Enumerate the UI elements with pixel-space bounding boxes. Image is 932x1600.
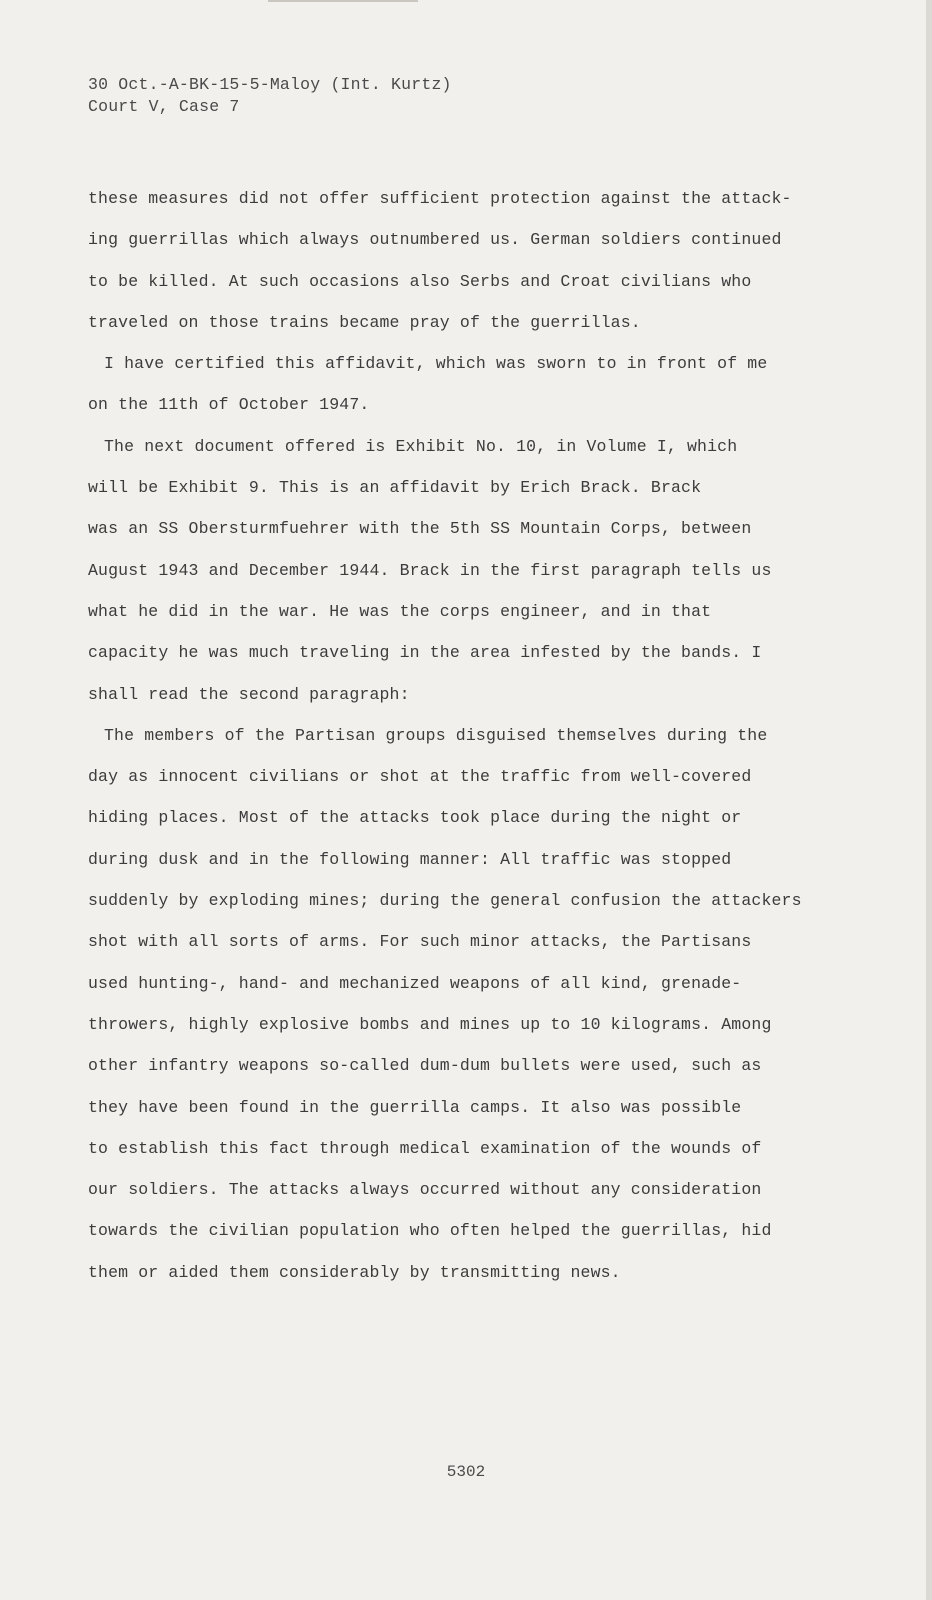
body-line: August 1943 and December 1944. Brack in the first paragraph tells us [88,560,772,580]
body-line: other infantry weapons so-called dum-dum bullets were used, such as [88,1056,762,1076]
header-case-reference: 30 Oct.-A-BK-15-5-Maloy (Int. Kurtz) [88,75,452,94]
body-line: I have certified this affidavit, which was sworn to in front of me [104,354,768,374]
body-line: to be killed. At such occasions also Serbs and Croat civilians who [88,271,752,291]
body-line: capacity he was much traveling in the area infested by the bands. I [88,643,762,663]
body-line: what he did in the war. He was the corps engineer, and in that [88,601,712,621]
document-header [88,74,452,118]
body-line: traveled on those trains became pray of the guerrillas. [88,312,641,332]
body-line: they have been found in the guerrilla camps. It also was possible [88,1097,742,1117]
body-line: day as innocent civilians or shot at the traffic from well-covered [88,767,752,787]
body-line: used hunting-, hand- and mechanized weapons of all kind, grenade- [88,973,742,993]
body-line: The next document offered is Exhibit No. 10, in Volume I, which [104,436,738,456]
body-line: them or aided them considerably by transmitting news. [88,1262,621,1282]
body-line: towards the civilian population who often helped the guerrillas, hid [88,1221,772,1241]
body-line: our soldiers. The attacks always occurred without any consideration [88,1180,762,1200]
scan-top-mark [268,0,418,2]
body-line: shall read the second paragraph: [88,684,410,704]
body-line: hiding places. Most of the attacks took place during the night or [88,808,742,828]
body-line: shot with all sorts of arms. For such minor attacks, the Partisans [88,932,752,952]
body-line: ing guerrillas which always outnumbered us. German soldiers continued [88,230,782,250]
body-line: was an SS Obersturmfuehrer with the 5th SS Mountain Corps, between [88,519,752,539]
body-line: The members of the Partisan groups disguised themselves during the [104,725,768,745]
body-line: these measures did not offer sufficient protection against the attack- [88,189,792,208]
page-edge [926,0,932,1600]
body-line: suddenly by exploding mines; during the general confusion the attackers [88,891,802,911]
body-line: during dusk and in the following manner: All traffic was stopped [88,849,732,869]
body-line: to establish this fact through medical examination of the wounds of [88,1138,762,1158]
transcript-body [88,178,920,1293]
body-line: on the 11th of October 1947. [88,395,370,415]
page-number: 5302 [446,1463,486,1481]
body-line: throwers, highly explosive bombs and mines up to 10 kilograms. Among [88,1014,772,1034]
body-line: will be Exhibit 9. This is an affidavit by Erich Brack. Brack [88,478,702,498]
header-court-case: Court V, Case 7 [88,97,240,116]
